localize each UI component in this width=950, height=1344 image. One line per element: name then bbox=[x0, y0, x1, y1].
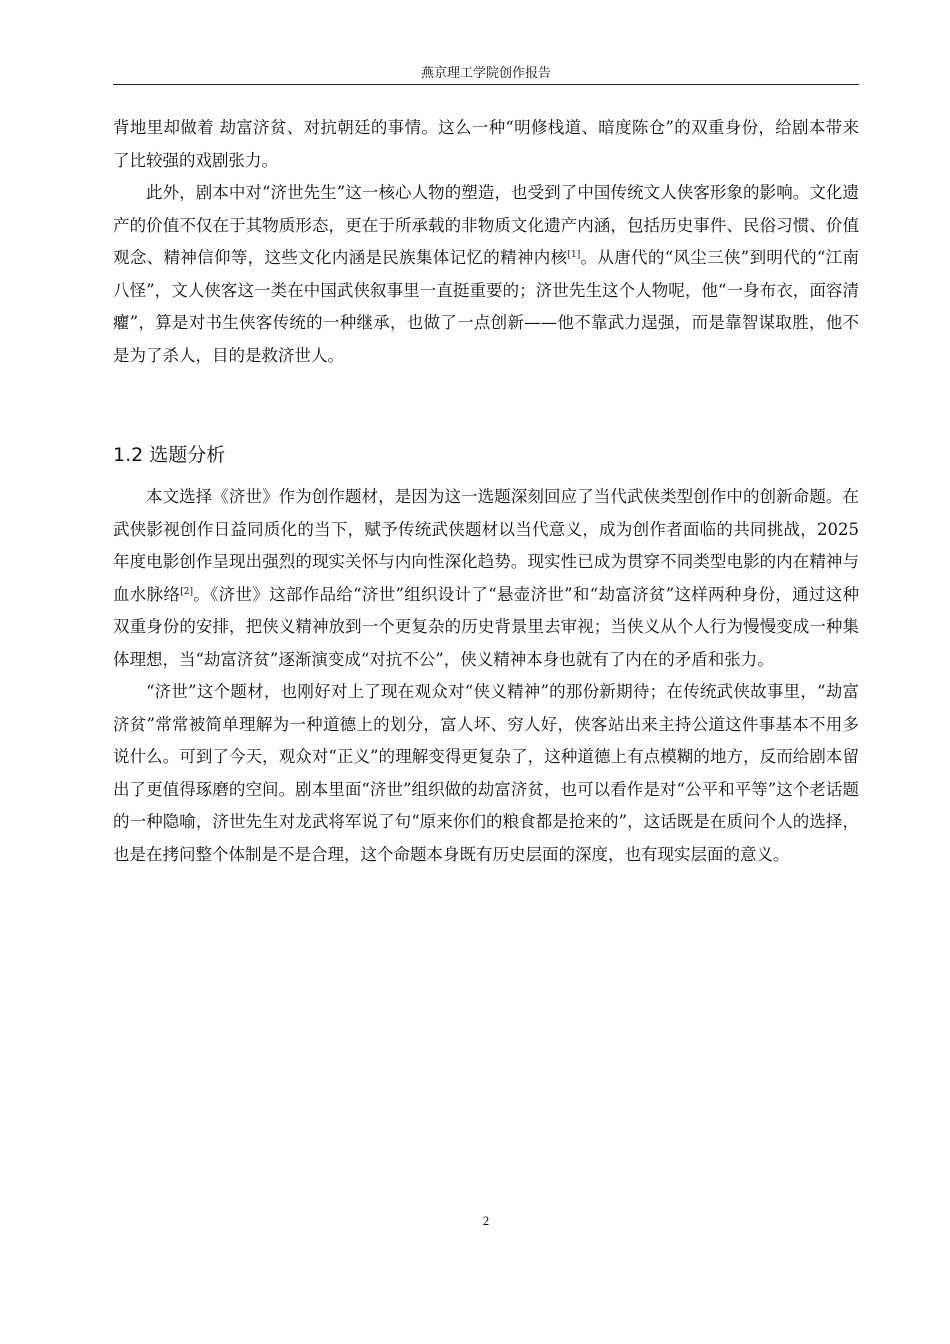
section-text-block bbox=[113, 481, 859, 871]
running-header: 燕京理工学院创作报告 bbox=[420, 66, 551, 81]
citation-ref-1[interactable]: [1] bbox=[567, 250, 581, 260]
page-number: 2 bbox=[482, 1213, 490, 1228]
paragraph-literati-hero bbox=[113, 177, 859, 372]
header-rule bbox=[113, 84, 859, 85]
paragraph-text: 。从唐代的“风尘三侠”到明代的“江南八怪”，文人侠客这一类在中国武侠叙事里一直挺重要的；济世先生这个人物呢，他“一身布衣，面容清癯”，算是对书生侠客传统的一种继承，也做了一点创新——他不靠武力逞强，而是靠智谋取胜，他不是为了杀人，目的是救济世人。 bbox=[113, 248, 859, 365]
top-text-block bbox=[113, 112, 859, 372]
section-heading: 1.2 选题分析 bbox=[113, 444, 226, 466]
paragraph-text: 本文选择《济世》作为创作题材，是因为这一选题深刻回应了当代武侠类型创作中的创新命题。在武侠影视创作日益同质化的当下，赋予传统武侠题材以当代意义，成为创作者面临的共同挑战，2025年度电影创作呈现出强烈的现实关怀与内向性深化趋势。现实性已成为贯穿不同类型电影的内在精神与血水脉络 bbox=[113, 487, 859, 604]
paragraph-audience-expectation: “济世”这个题材，也刚好对上了现在观众对“侠义精神”的那份新期待；在传统武侠故事里，“劫富济贫”常常被简单理解为一种道德上的划分，富人坏、穷人好，侠客站出来主持公道这件事基本不用多说什么。可到了今天，观众对“正义”的理解变得更复杂了，这种道德上有点模糊的地方，反而给剧本留出了更值得琢磨的空间。剧本里面“济世”组织做的劫富济贫，也可以看作是对“公平和平等”这个老话题的一种隐喻，济世先生对龙武将军说了句“原来你们的粮食都是抢来的”，这话既是在质问个人的选择，也是在拷问整个体制是不是合理，这个命题本身既有历史层面的深度，也有现实层面的意义。 bbox=[113, 682, 859, 864]
paragraph-continued: 背地里却做着 劫富济贫、对抗朝廷的事情。这么一种“明修栈道、暗度陈仓”的双重身份，给剧本带来了比较强的戏剧张力。 bbox=[113, 118, 859, 170]
paragraph-topic-choice bbox=[113, 481, 859, 676]
citation-ref-2[interactable]: [2] bbox=[180, 586, 193, 597]
paragraph-text: 此外，剧本中对“济世先生”这一核心人物的塑造，也受到了中国传统文人侠客形象的影响。文化遗产的价值不仅在于其物质形态，更在于所承载的非物质文化遗产内涵，包括历史事件、民俗习惯、价值观念、精神信仰等，这些文化内涵是民族集体记忆的精神内核 bbox=[113, 183, 859, 267]
paragraph-text: 。《济世》这部作品给“济世”组织设计了“悬壶济世”和“劫富济贫”这样两种身份，通过这种双重身份的安排，把侠义精神放到一个更复杂的历史背景里去审视；当侠义从个人行为慢慢变成一种集体理想，当“劫富济贫”逐渐演变成“对抗不公”，侠义精神本身也就有了内在的矛盾和张力。 bbox=[113, 584, 859, 669]
